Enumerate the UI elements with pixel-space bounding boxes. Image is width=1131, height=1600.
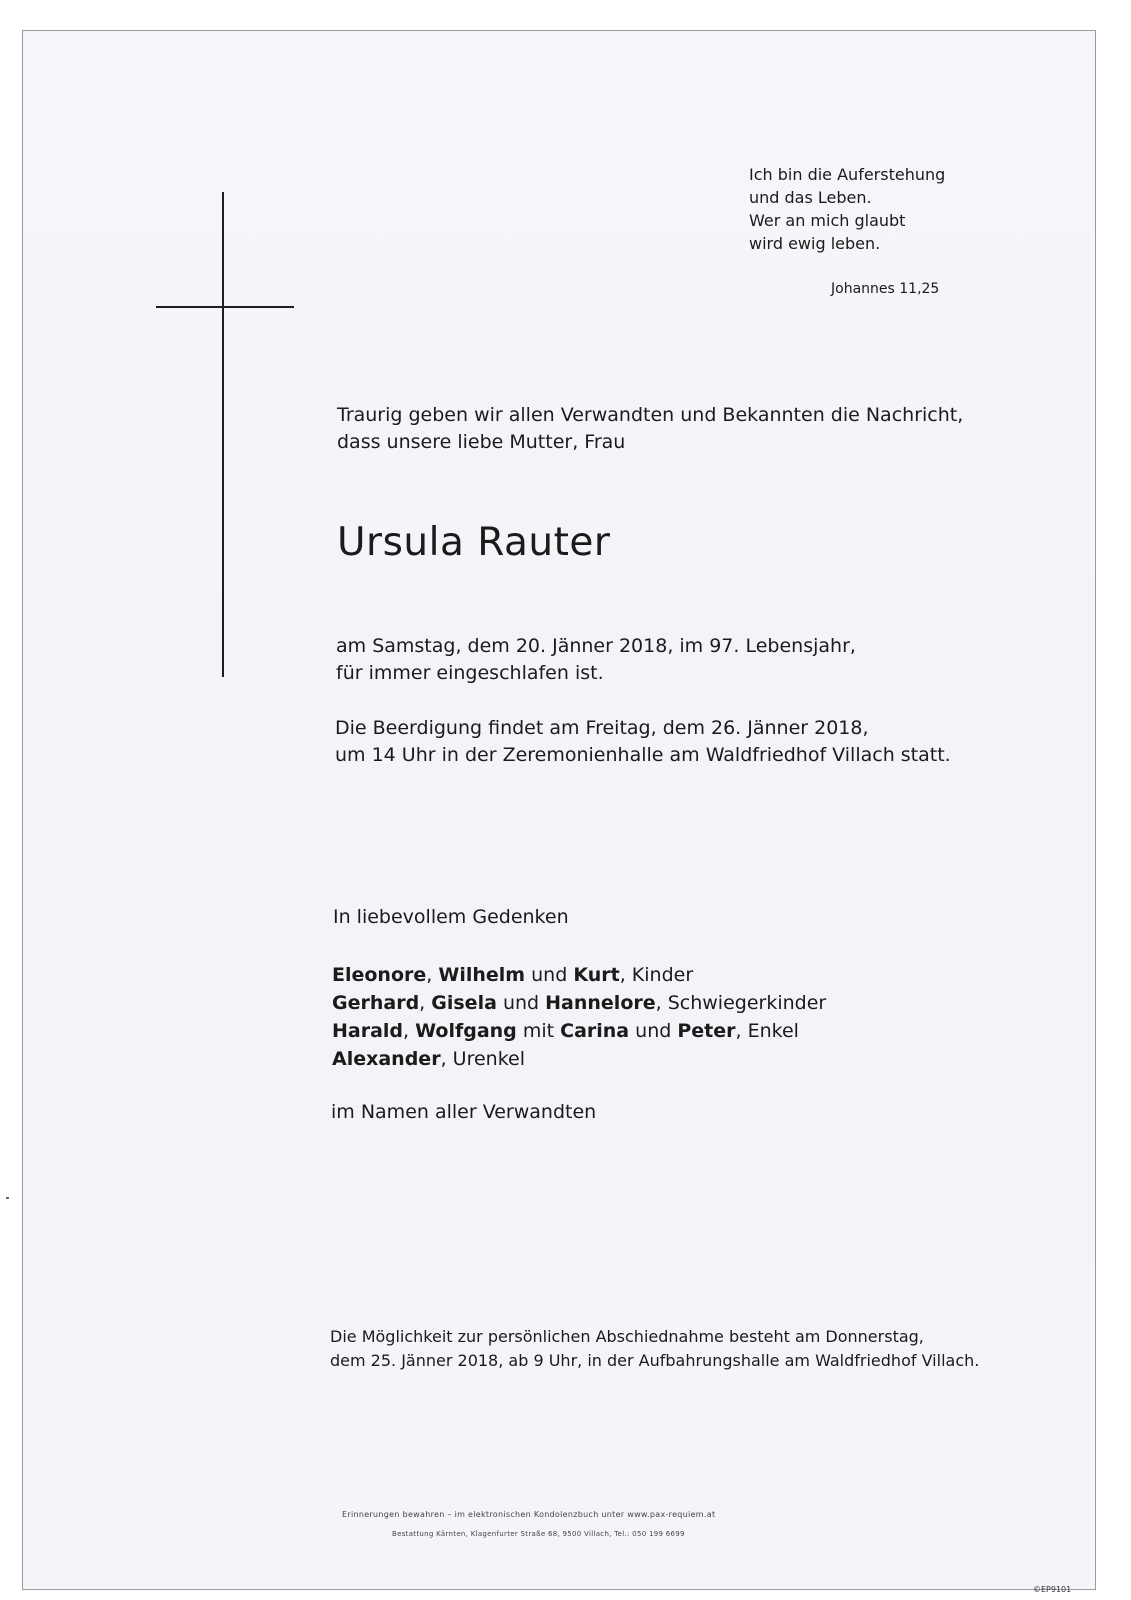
mourner-list	[332, 961, 826, 1073]
mourners-closing: im Namen aller Verwandten	[331, 1101, 597, 1123]
mourner-line	[332, 1045, 826, 1073]
mourner-text: und	[496, 992, 546, 1014]
funeral-notice: Die Beerdigung findet am Freitag, dem 26. Jänner 2018, um 14 Uhr in der Zeremonienhalle am Waldfriedhof Villach statt.	[335, 717, 951, 766]
deceased-name: Ursula Rauter	[337, 520, 611, 565]
mourner-text: , Schwiegerkinder	[655, 992, 827, 1014]
mourner-text: ,	[419, 992, 432, 1014]
mourner-text: , Urenkel	[440, 1048, 525, 1070]
mourner-text: ,	[426, 964, 439, 986]
farewell-notice: Die Möglichkeit zur persönlichen Abschiednahme besteht am Donnerstag, dem 25. Jänner 2018, ab 9 Uhr, in der Aufbahrungshalle am Waldfriedhof Villach.	[330, 1327, 980, 1370]
cross-horizontal-bar	[156, 306, 294, 308]
mourner-name: Peter	[677, 1020, 736, 1042]
bible-verse: Ich bin die Auferstehung und das Leben. Wer an mich glaubt wird ewig leben.	[749, 165, 946, 253]
mourner-name: Wilhelm	[438, 964, 526, 986]
mourner-name: Gerhard	[332, 992, 420, 1014]
mourner-text: , Kinder	[619, 964, 694, 986]
mourner-name: Carina	[560, 1020, 630, 1042]
mourner-name: Eleonore	[332, 964, 427, 986]
mourner-name: Kurt	[573, 964, 620, 986]
memory-heading: In liebevollem Gedenken	[333, 906, 569, 928]
mourner-name: Wolfgang	[415, 1020, 517, 1042]
death-notice: am Samstag, dem 20. Jänner 2018, im 97. Lebensjahr, für immer eingeschlafen ist.	[336, 635, 856, 684]
mourner-name: Hannelore	[545, 992, 656, 1014]
mourner-line	[332, 1017, 826, 1045]
scan-speck	[6, 1197, 9, 1199]
form-code: ©EP9101	[1033, 1585, 1072, 1594]
mourner-text: und	[525, 964, 574, 986]
footer-address-line: Bestattung Kärnten, Klagenfurter Straße 68, 9500 Villach, Tel.: 050 199 6699	[392, 1530, 685, 1538]
mourner-name: Alexander	[332, 1048, 441, 1070]
verse-reference: Johannes 11,25	[831, 281, 940, 297]
mourner-text: mit	[516, 1020, 561, 1042]
mourner-text: ,	[403, 1020, 416, 1042]
announcement-intro: Traurig geben wir allen Verwandten und Bekannten die Nachricht, dass unsere liebe Mutter, Frau	[337, 404, 964, 453]
cross-vertical-bar	[222, 192, 224, 677]
mourner-line	[332, 961, 826, 989]
mourner-name: Harald	[332, 1020, 404, 1042]
mourner-text: , Enkel	[735, 1020, 799, 1042]
mourner-name: Gisela	[431, 992, 497, 1014]
mourner-text: und	[629, 1020, 678, 1042]
footer-condolence-line: Erinnerungen bewahren – im elektronischen Kondolenzbuch unter www.pax-requiem.at	[342, 1510, 716, 1519]
mourner-line	[332, 989, 826, 1017]
